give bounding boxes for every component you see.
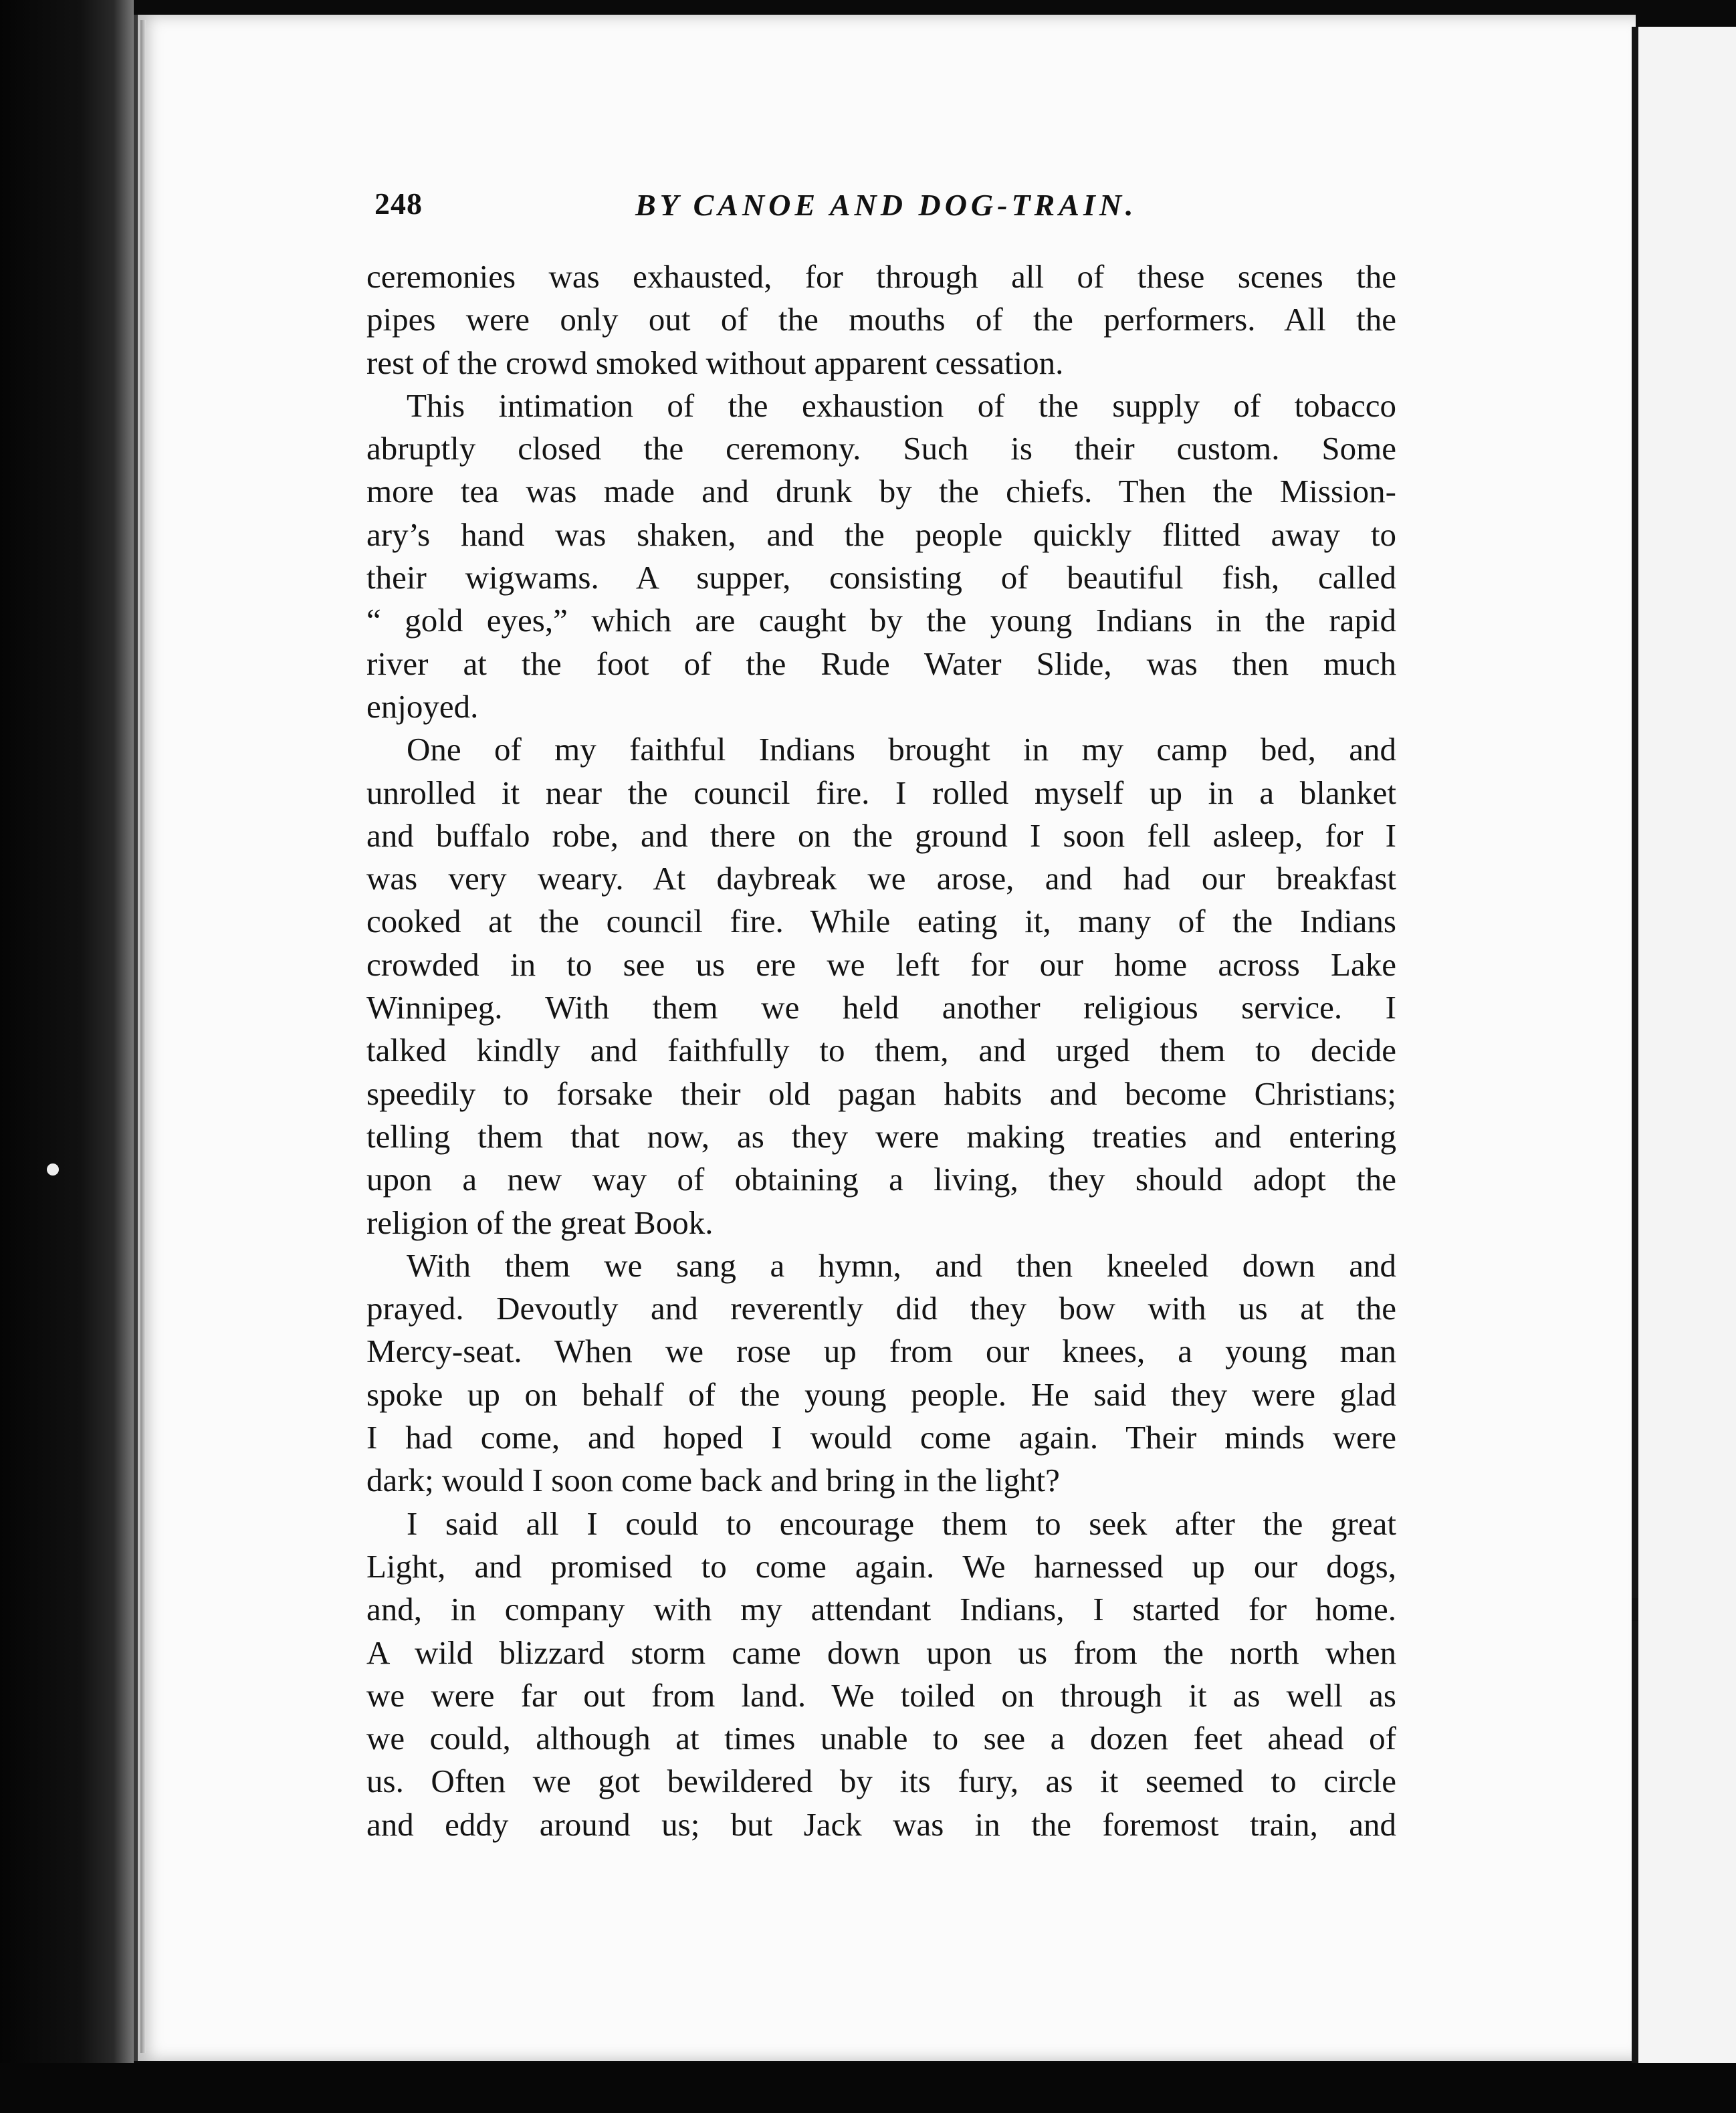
paragraph xyxy=(366,1503,1396,1846)
text-line: speedily to forsake their old pagan habits and become Christians; xyxy=(366,1075,1396,1112)
text-line: and eddy around us; but Jack was in the foremost train, and xyxy=(366,1805,1396,1843)
text-line: I said all I could to encourage them to seek after the great xyxy=(407,1505,1396,1542)
text-line: unrolled it near the council fire. I rolled myself up in a blanket xyxy=(366,774,1396,811)
page-edge xyxy=(140,20,146,2053)
text-line: This intimation of the exhaustion of the supply of tobacco xyxy=(407,386,1396,424)
page-header xyxy=(374,186,1404,233)
text-line: telling them that now, as they were making treaties and entering xyxy=(366,1117,1396,1155)
spine-speck xyxy=(47,1163,59,1176)
text-line: I had come, and hoped I would come again. Their minds were xyxy=(366,1419,1396,1456)
text-line: spoke up on behalf of the young people. He said they were glad xyxy=(366,1375,1396,1413)
text-line: “ gold eyes,” which are caught by the young Indians in the rapid xyxy=(366,602,1396,639)
adjacent-page-mark xyxy=(1632,1598,1638,1621)
text-line: river at the foot of the Rude Water Slide, was then much xyxy=(366,645,1396,682)
text-line: With them we sang a hymn, and then kneeled down and xyxy=(407,1246,1396,1284)
text-line: was very weary. At daybreak we arose, and had our breakfast xyxy=(366,860,1396,897)
text-line: dark; would I soon come back and bring in the light? xyxy=(366,1462,1060,1499)
text-line: talked kindly and faithfully to them, and urged them to decide xyxy=(366,1032,1396,1069)
paragraph xyxy=(366,255,1396,384)
text-line: ary’s hand was shaken, and the people quickly flitted away to xyxy=(366,516,1396,553)
text-line: crowded in to see us ere we left for our home across Lake xyxy=(366,946,1396,983)
text-line: religion of the great Book. xyxy=(366,1204,714,1241)
text-line: Light, and promised to come again. We harnessed up our dogs, xyxy=(366,1547,1396,1585)
text-line: One of my faithful Indians brought in my camp bed, and xyxy=(407,731,1396,768)
adjacent-page-edge xyxy=(1632,27,1736,2066)
text-line: we could, although at times unable to see a dozen feet ahead of xyxy=(366,1720,1396,1757)
text-line: and, in company with my attendant Indians, I started for home. xyxy=(366,1591,1396,1628)
bottom-scan-border xyxy=(0,2063,1736,2113)
text-line: cooked at the council fire. While eating it, many of the Indians xyxy=(366,903,1396,940)
paragraph xyxy=(366,384,1396,728)
text-line: abruptly closed the ceremony. Such is their custom. Some xyxy=(366,430,1396,467)
book-spine xyxy=(0,0,134,2113)
text-line: us. Often we got bewildered by its fury, as it seemed to circle xyxy=(366,1763,1396,1800)
text-line: A wild blizzard storm came down upon us from the north when xyxy=(366,1634,1396,1671)
text-line: their wigwams. A supper, consisting of beautiful fish, called xyxy=(366,559,1396,596)
text-line: Mercy-seat. When we rose up from our knees, a young man xyxy=(366,1333,1396,1370)
text-line: rest of the crowd smoked without apparent cessation. xyxy=(366,344,1064,381)
text-line: upon a new way of obtaining a living, they should adopt the xyxy=(366,1161,1396,1198)
body-text xyxy=(366,255,1396,1846)
text-line: pipes were only out of the mouths of the performers. All the xyxy=(366,301,1396,338)
paragraph xyxy=(366,1244,1396,1503)
text-line: Winnipeg. With them we held another religious service. I xyxy=(366,989,1396,1026)
page-number: 248 xyxy=(374,187,423,221)
text-line: more tea was made and drunk by the chiefs. Then the Mission- xyxy=(366,473,1396,510)
text-line: enjoyed. xyxy=(366,687,479,725)
running-title: BY CANOE AND DOG-TRAIN. xyxy=(635,188,1137,222)
text-line: ceremonies was exhausted, for through all of these scenes the xyxy=(366,258,1396,295)
text-line: we were far out from land. We toiled on through it as well as xyxy=(366,1676,1396,1714)
text-line: prayed. Devoutly and reverently did they bow with us at the xyxy=(366,1290,1396,1327)
paragraph xyxy=(366,728,1396,1244)
text-line: and buffalo robe, and there on the ground I soon fell asleep, for I xyxy=(366,816,1396,854)
